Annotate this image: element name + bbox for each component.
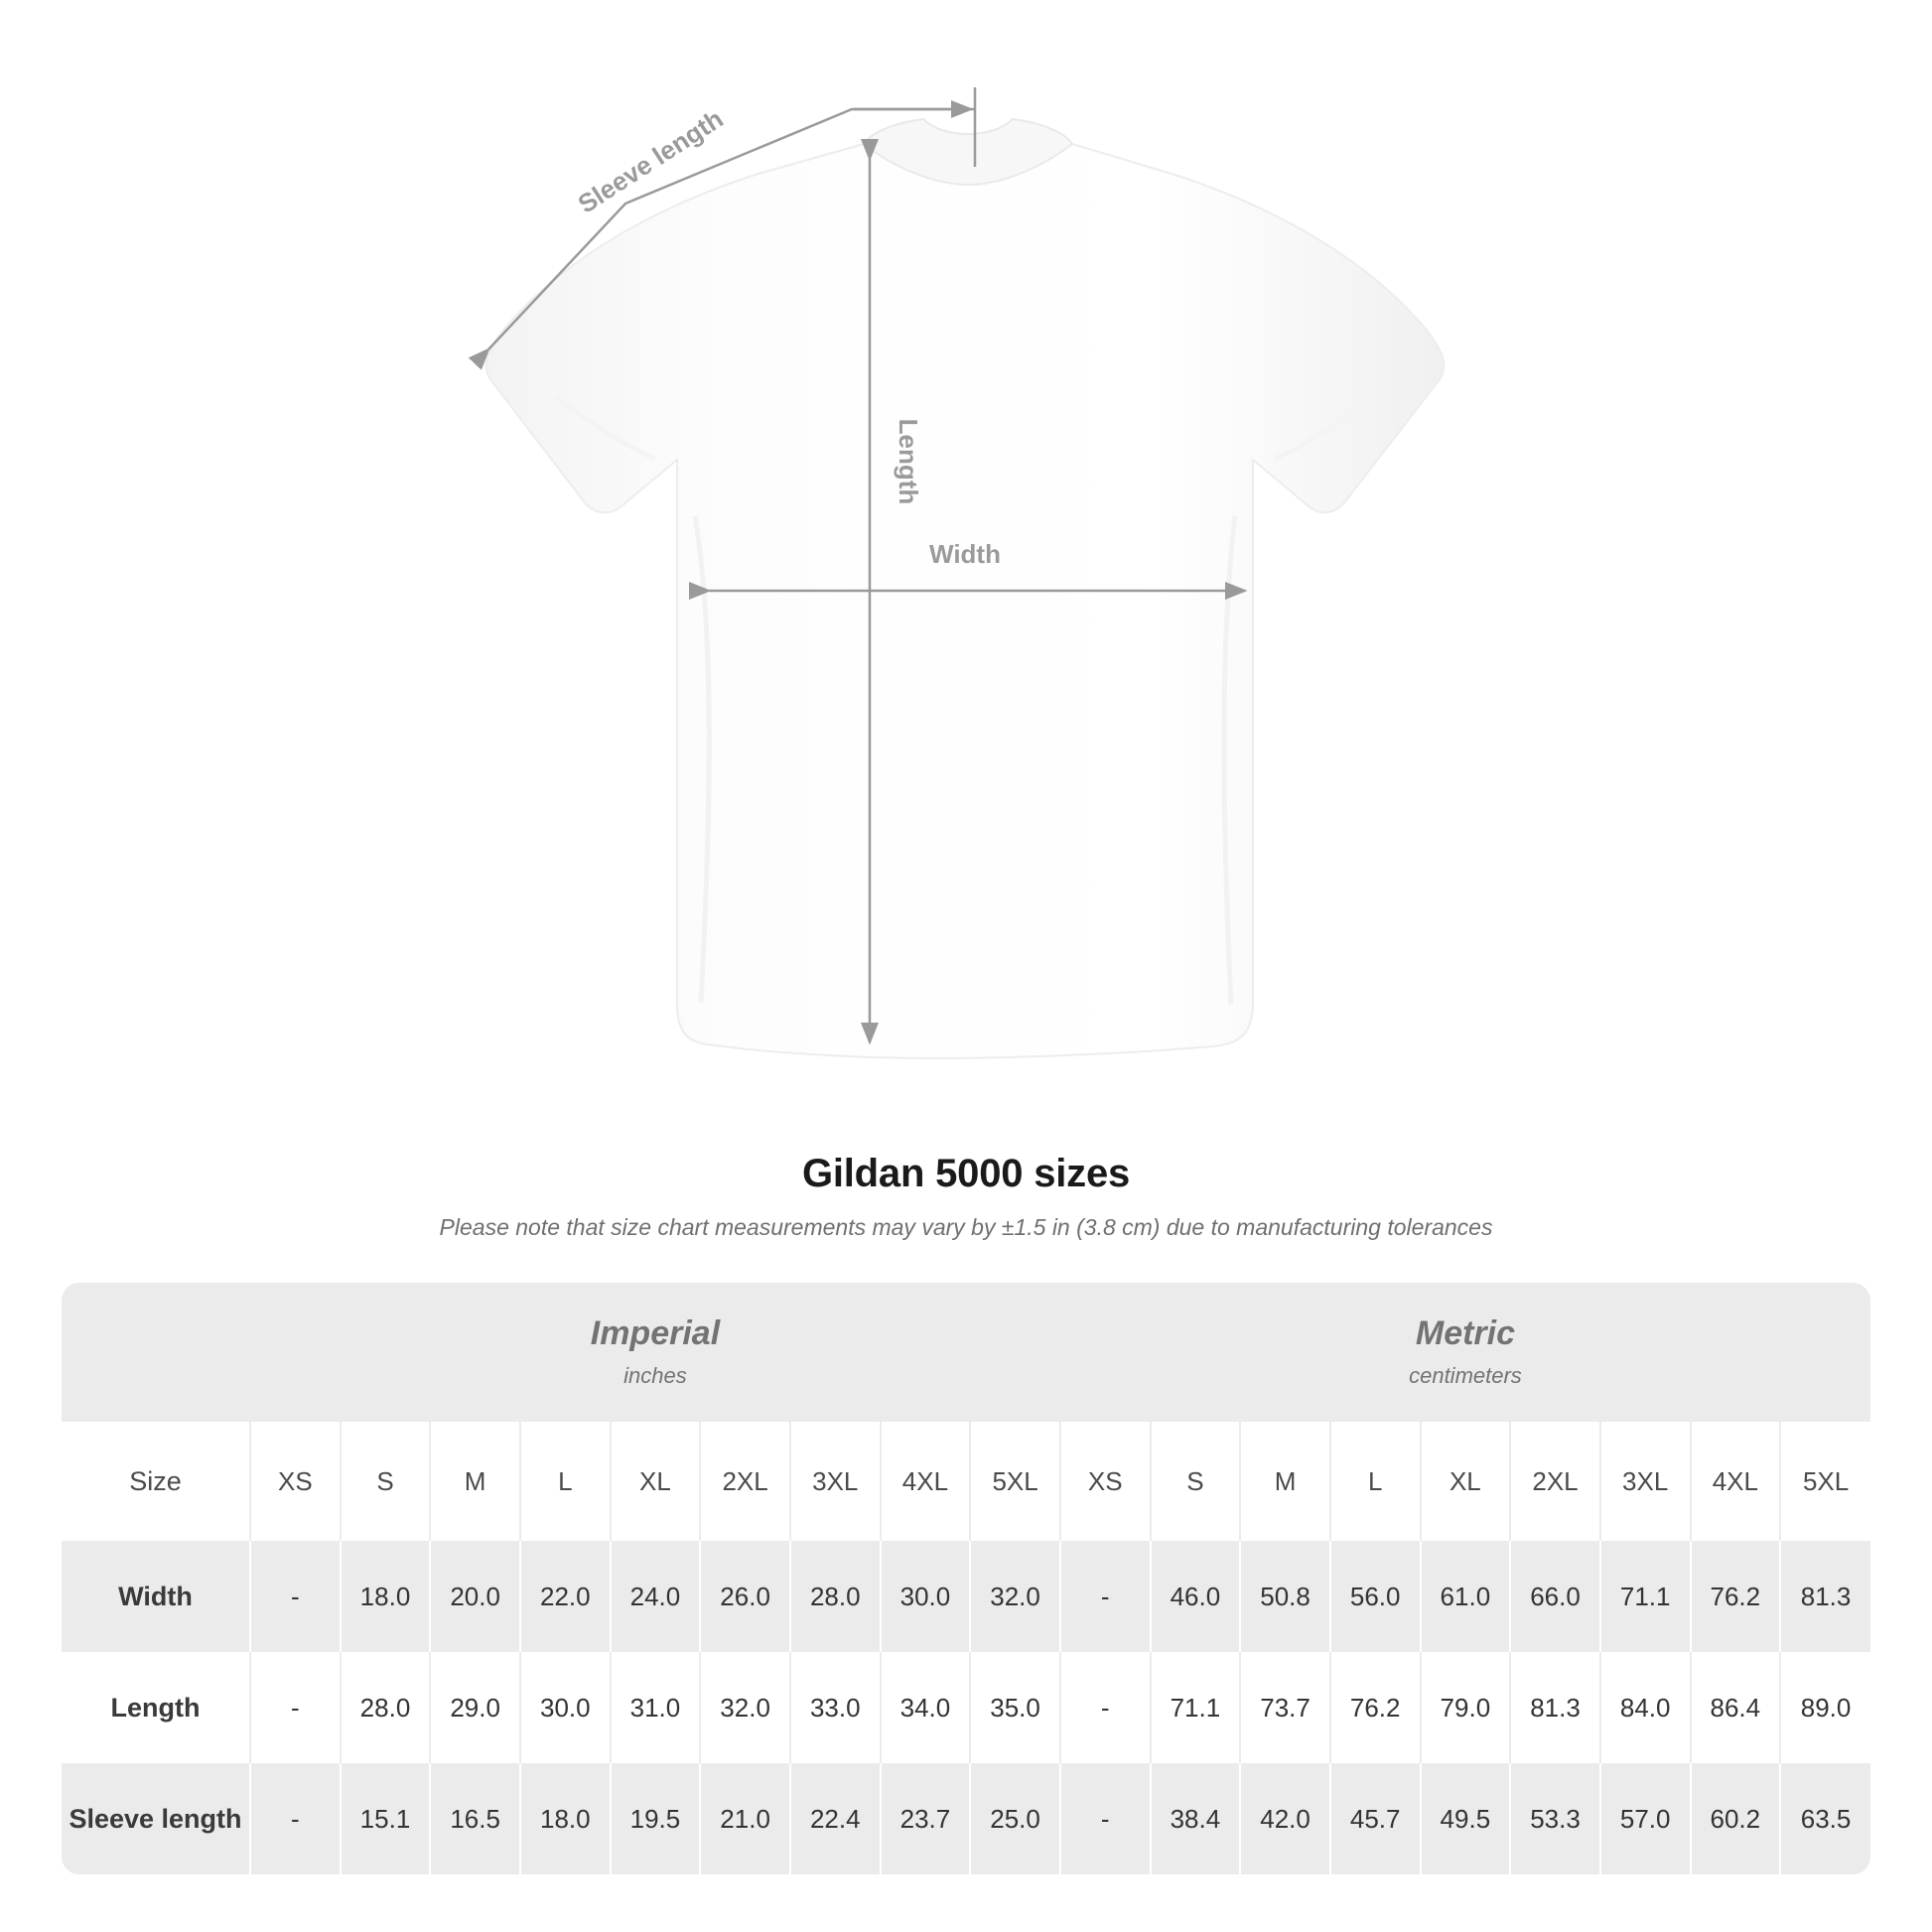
- size-header-cell: XS: [1060, 1422, 1151, 1541]
- table-cell: 71.1: [1151, 1652, 1241, 1763]
- table-cell: -: [1060, 1763, 1151, 1874]
- table-cell: 18.0: [520, 1763, 611, 1874]
- table-row: [62, 1763, 1870, 1874]
- table-cell: 31.0: [611, 1652, 701, 1763]
- table-cell: 49.5: [1421, 1763, 1511, 1874]
- table-cell: 18.0: [341, 1541, 431, 1652]
- table-cell: 38.4: [1151, 1763, 1241, 1874]
- size-header-cell: XL: [611, 1422, 701, 1541]
- table-cell: 20.0: [430, 1541, 520, 1652]
- table-cell: 71.1: [1600, 1541, 1691, 1652]
- size-header-cell: M: [1240, 1422, 1330, 1541]
- table-cell: 45.7: [1330, 1763, 1421, 1874]
- row-label: Length: [62, 1652, 250, 1763]
- table-cell: 53.3: [1510, 1763, 1600, 1874]
- unit-subtitle: centimeters: [1409, 1362, 1522, 1388]
- size-table-wrapper: [62, 1283, 1870, 1874]
- table-cell: 34.0: [881, 1652, 971, 1763]
- size-header-cell: XL: [1421, 1422, 1511, 1541]
- size-header-cell: 3XL: [1600, 1422, 1691, 1541]
- unit-header-row: [62, 1283, 1870, 1422]
- table-cell: 61.0: [1421, 1541, 1511, 1652]
- title-block: [0, 1152, 1932, 1241]
- unit-name: Metric: [1415, 1314, 1516, 1353]
- size-header-cell: L: [1330, 1422, 1421, 1541]
- row-label: Width: [62, 1541, 250, 1652]
- table-cell: 46.0: [1151, 1541, 1241, 1652]
- table-cell: 63.5: [1780, 1763, 1870, 1874]
- table-cell: 22.4: [790, 1763, 881, 1874]
- table-cell: 26.0: [700, 1541, 790, 1652]
- size-header-row: [62, 1422, 1870, 1541]
- table-cell: -: [1060, 1652, 1151, 1763]
- tolerance-note: Please note that size chart measurements may vary by ±1.5 in (3.8 cm) due to manufacturing tolerances: [439, 1214, 1493, 1240]
- table-cell: 33.0: [790, 1652, 881, 1763]
- size-header-cell: 2XL: [700, 1422, 790, 1541]
- unit-subtitle: inches: [623, 1362, 687, 1388]
- size-header-cell: XS: [250, 1422, 341, 1541]
- size-header-cell: 4XL: [881, 1422, 971, 1541]
- table-cell: 56.0: [1330, 1541, 1421, 1652]
- size-header-cell: 3XL: [790, 1422, 881, 1541]
- table-cell: 79.0: [1421, 1652, 1511, 1763]
- tshirt-shape: [486, 119, 1445, 1058]
- table-cell: 25.0: [970, 1763, 1060, 1874]
- table-cell: 73.7: [1240, 1652, 1330, 1763]
- table-cell: 50.8: [1240, 1541, 1330, 1652]
- size-header-label: Size: [62, 1422, 250, 1541]
- table-cell: 57.0: [1600, 1763, 1691, 1874]
- table-cell: 30.0: [520, 1652, 611, 1763]
- table-cell: 32.0: [970, 1541, 1060, 1652]
- table-cell: 19.5: [611, 1763, 701, 1874]
- size-header-cell: 5XL: [970, 1422, 1060, 1541]
- length-label: Length: [894, 418, 923, 505]
- table-cell: 28.0: [790, 1541, 881, 1652]
- table-cell: 76.2: [1691, 1541, 1781, 1652]
- table-cell: 60.2: [1691, 1763, 1781, 1874]
- table-cell: 22.0: [520, 1541, 611, 1652]
- table-cell: 89.0: [1780, 1652, 1870, 1763]
- table-cell: 29.0: [430, 1652, 520, 1763]
- table-cell: 42.0: [1240, 1763, 1330, 1874]
- table-cell: 81.3: [1780, 1541, 1870, 1652]
- unit-name: Imperial: [590, 1314, 721, 1353]
- size-header-cell: 2XL: [1510, 1422, 1600, 1541]
- table-cell: -: [250, 1763, 341, 1874]
- unit-header-metric: [1060, 1283, 1870, 1422]
- table-cell: -: [250, 1541, 341, 1652]
- width-label: Width: [929, 539, 1001, 569]
- table-cell: 76.2: [1330, 1652, 1421, 1763]
- table-cell: 30.0: [881, 1541, 971, 1652]
- table-row: [62, 1541, 1870, 1652]
- table-cell: -: [1060, 1541, 1151, 1652]
- table-cell: 81.3: [1510, 1652, 1600, 1763]
- table-cell: 15.1: [341, 1763, 431, 1874]
- table-cell: 16.5: [430, 1763, 520, 1874]
- table-cell: 24.0: [611, 1541, 701, 1652]
- table-cell: 66.0: [1510, 1541, 1600, 1652]
- size-table: [62, 1283, 1870, 1874]
- size-header-cell: M: [430, 1422, 520, 1541]
- row-label: Sleeve length: [62, 1763, 250, 1874]
- size-header-cell: 5XL: [1780, 1422, 1870, 1541]
- table-cell: 86.4: [1691, 1652, 1781, 1763]
- table-row: [62, 1652, 1870, 1763]
- sleeve-length-label: Sleeve length: [572, 103, 729, 219]
- size-header-cell: L: [520, 1422, 611, 1541]
- unit-header-imperial: [250, 1283, 1060, 1422]
- size-header-cell: S: [341, 1422, 431, 1541]
- table-cell: 23.7: [881, 1763, 971, 1874]
- unit-header-spacer: [62, 1283, 250, 1422]
- size-header-cell: 4XL: [1691, 1422, 1781, 1541]
- table-cell: -: [250, 1652, 341, 1763]
- table-cell: 28.0: [341, 1652, 431, 1763]
- table-cell: 32.0: [700, 1652, 790, 1763]
- table-cell: 35.0: [970, 1652, 1060, 1763]
- table-cell: 21.0: [700, 1763, 790, 1874]
- size-header-cell: S: [1151, 1422, 1241, 1541]
- table-cell: 84.0: [1600, 1652, 1691, 1763]
- page-title: Gildan 5000 sizes: [801, 1152, 1131, 1195]
